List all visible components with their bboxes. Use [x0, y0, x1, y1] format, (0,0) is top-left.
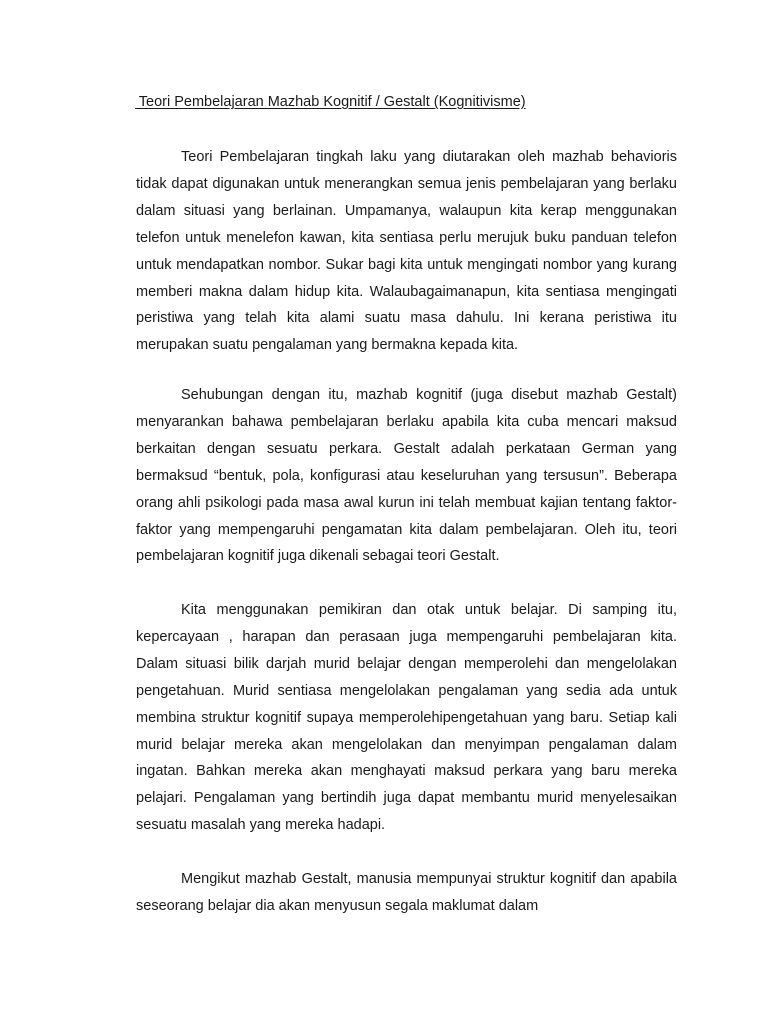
document-title: Teori Pembelajaran Mazhab Kognitif / Gestalt (Kognitivisme) — [135, 94, 526, 110]
paragraph-gestalt-definition: Sehubungan dengan itu, mazhab kognitif (juga disebut mazhab Gestalt) menyarankan bahawa pembelajaran berlaku apabila kita cuba mencari maksud berkaitan dengan sesuatu perkara. Gestalt adalah perkataan German yang bermaksud “bentuk, pola, konfigurasi atau keseluruhan yang tersusun”. Beberapa orang ahli psikologi pada masa awal kurun ini telah membuat kajian tentang faktor-faktor yang mempengaruhi pengamatan kita dalam pembelajaran. Oleh itu, teori pembelajaran kognitif juga dikenali sebagai teori Gestalt. — [136, 387, 677, 565]
paragraph-cognitive-structure: Mengikut mazhab Gestalt, manusia mempunyai struktur kognitif dan apabila seseorang belajar dia akan menyusun segala maklumat dalam — [136, 871, 677, 914]
paragraph-learning-process: Kita menggunakan pemikiran dan otak untuk belajar. Di samping itu, kepercayaan , harapan dan perasaan juga mempengaruhi pembelajaran kita. Dalam situasi bilik darjah murid belajar dengan memperolehi dan mengelolakan pengetahuan. Murid sentiasa mengelolakan pengalaman yang sedia ada untuk membina struktur kognitif supaya memperolehipengetahuan yang baru. Setiap kali murid belajar mereka akan mengelolakan dan menyimpan pengalaman dalam ingatan. Bahkan mereka akan menghayati maksud perkara yang baru mereka pelajari. Pengalaman yang bertindih juga dapat membantu murid menyelesaikan sesuatu masalah yang mereka hadapi. — [136, 602, 677, 834]
paragraph-behaviorism: Teori Pembelajaran tingkah laku yang diutarakan oleh mazhab behavioris tidak dapat digunakan untuk menerangkan semua jenis pembelajaran yang berlaku dalam situasi yang berlainan. Umpamanya, walaupun kita kerap menggunakan telefon untuk menelefon kawan, kita sentiasa perlu merujuk buku panduan telefon untuk mendapatkan nombor. Sukar bagi kita untuk mengingati nombor yang kurang memberi makna dalam hidup kita. Walaubagaimanapun, kita sentiasa mengingati peristiwa yang telah kita alami suatu masa dahulu. Ini kerana peristiwa itu merupakan suatu pengalaman yang bermakna kepada kita. — [136, 149, 677, 354]
